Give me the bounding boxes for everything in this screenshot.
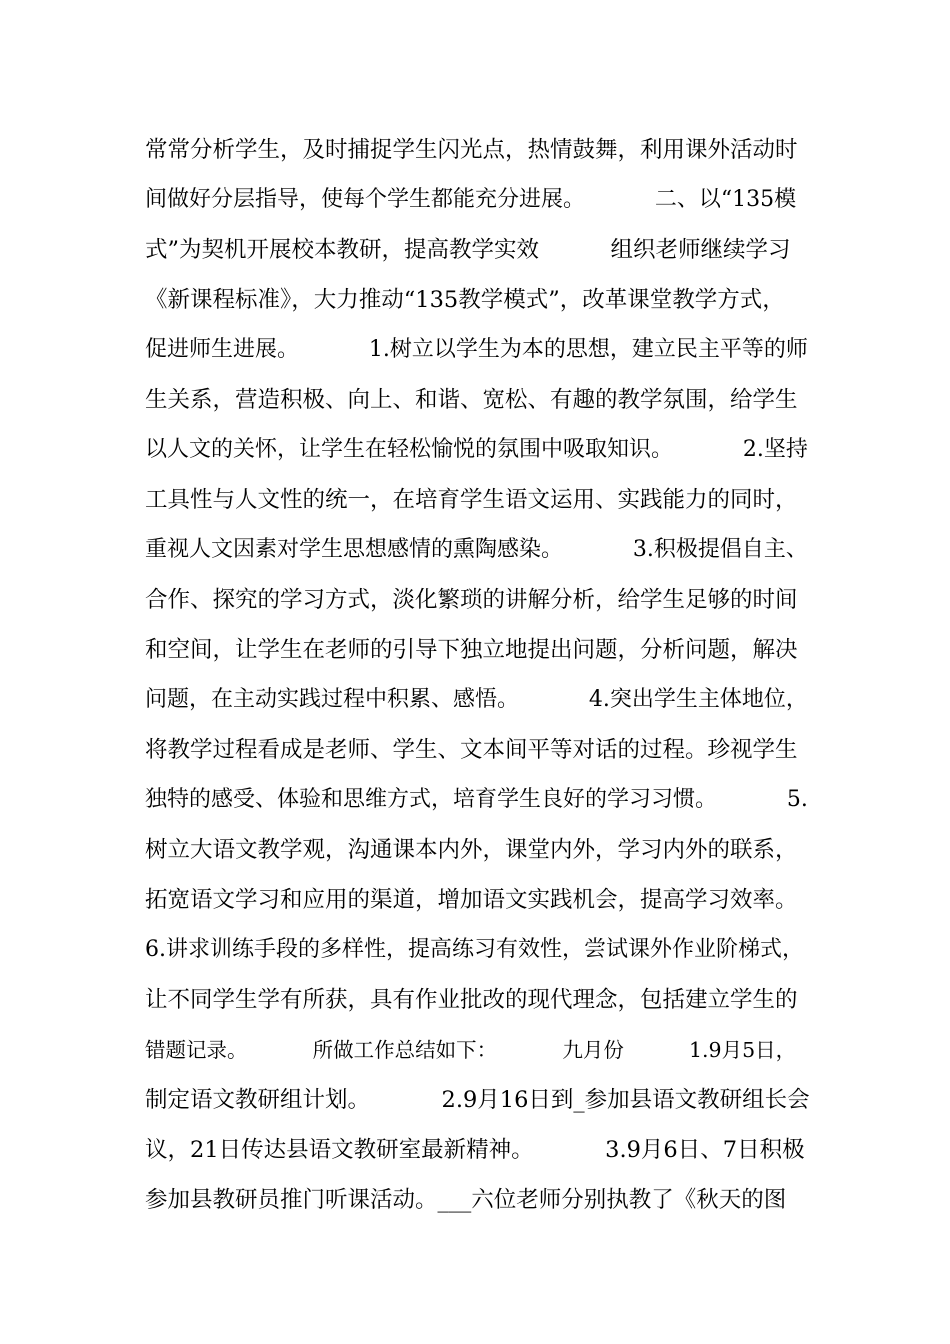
text-line: 制定语文教研组计划。 2.9月16日到_参加县语文教研组长会	[145, 1087, 810, 1113]
text-line: 和空间，让学生在老师的引导下独立地提出问题，分析问题，解决	[145, 637, 798, 663]
text-line: 树立大语文教学观，沟通课本内外，课堂内外，学习内外的联系，	[145, 837, 798, 863]
text-line: 式”为契机开展校本教研，提高教学实效 组织老师继续学习	[145, 237, 791, 263]
text-line: 独特的感受、体验和思维方式，培育学生良好的学习习惯。 5.	[145, 787, 808, 812]
text-line: 错题记录。 所做工作总结如下： 九月份 1.9月5日，	[145, 1038, 797, 1062]
text-line: 将教学过程看成是老师、学生、文本间平等对话的过程。珍视学生	[145, 737, 798, 763]
text-line: 让不同学生学有所获，具有作业批改的现代理念，包括建立学生的	[145, 987, 798, 1013]
text-line: 生关系，营造积极、向上、和谐、宽松、有趣的教学氛围，给学生	[145, 387, 798, 413]
text-line: 合作、探究的学习方式，淡化繁琐的讲解分析，给学生足够的时间	[145, 587, 798, 613]
text-line: 议，21日传达县语文教研室最新精神。 3.9月6日、7日积极	[145, 1137, 805, 1163]
text-line: 常常分析学生，及时捕捉学生闪光点，热情鼓舞，利用课外活动时	[145, 137, 798, 163]
text-line: 促进师生进展。 1.树立以学生为本的思想，建立民主平等的师	[145, 337, 808, 362]
text-line: 间做好分层指导，使每个学生都能充分进展。 二、以“135模	[145, 187, 797, 212]
text-line: 参加县教研员推门听课活动。___六位老师分别执教了《秋天的图	[145, 1187, 787, 1213]
text-line: 工具性与人文性的统一，在培育学生语文运用、实践能力的同时，	[145, 487, 798, 513]
text-line: 6.讲求训练手段的多样性，提高练习有效性，尝试课外作业阶梯式，	[145, 937, 804, 962]
text-line: 以人文的关怀，让学生在轻松愉悦的氛围中吸取知识。 2.坚持	[145, 437, 808, 462]
text-line: 重视人文因素对学生思想感情的熏陶感染。 3.积极提倡自主、	[145, 537, 808, 562]
text-line: 拓宽语文学习和应用的渠道，增加语文实践机会，提高学习效率。	[145, 887, 798, 913]
text-line: 问题，在主动实践过程中积累、感悟。 4.突出学生主体地位，	[145, 687, 808, 712]
text-line: 《新课程标准》，大力推动“135教学模式”，改革课堂教学方式，	[145, 287, 785, 313]
